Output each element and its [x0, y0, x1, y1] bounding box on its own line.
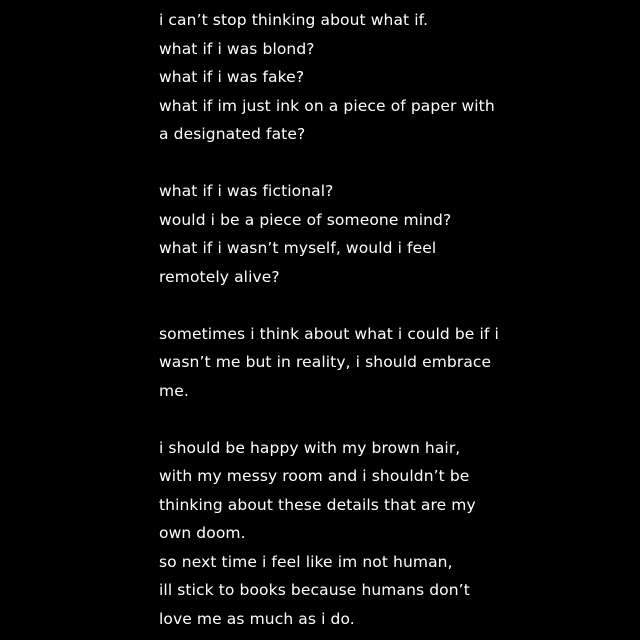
stanza-3 [159, 320, 629, 406]
poem-line: i should be happy with my brown hair, [159, 438, 461, 457]
poem-line: i can’t stop thinking about what if. [159, 11, 429, 29]
poem-line: what if i was fictional? [159, 182, 334, 200]
stanza-2 [159, 177, 629, 291]
poem-line: thinking about these details that are my [159, 495, 476, 514]
poem-line: what if i was fake? [159, 68, 305, 86]
poem-line: a designated fate? [159, 125, 306, 143]
poem-line: what if im just ink on a piece of paper with [159, 96, 495, 115]
poem-text [159, 6, 629, 633]
stanza-4 [159, 434, 629, 634]
poem-line: so next time i feel like im not human, [159, 552, 453, 571]
poem-line: love me as much as i do. [159, 609, 355, 628]
poem-line: what if i wasn’t myself, would i feel [159, 239, 437, 257]
poem-line: wasn’t me but in reality, i should embrace [159, 353, 492, 371]
poem-line: remotely alive? [159, 267, 280, 286]
poem-line: what if i was blond? [159, 39, 315, 58]
poem-line: own doom. [159, 524, 246, 542]
stanza-1 [159, 6, 629, 149]
poem-line: sometimes i think about what i could be if i [159, 324, 499, 343]
poem-line: with my messy room and i shouldn’t be [159, 467, 470, 485]
poem-line: me. [159, 381, 189, 400]
poem-line: ill stick to books because humans don’t [159, 581, 470, 599]
poem-line: would i be a piece of someone mind? [159, 210, 452, 229]
